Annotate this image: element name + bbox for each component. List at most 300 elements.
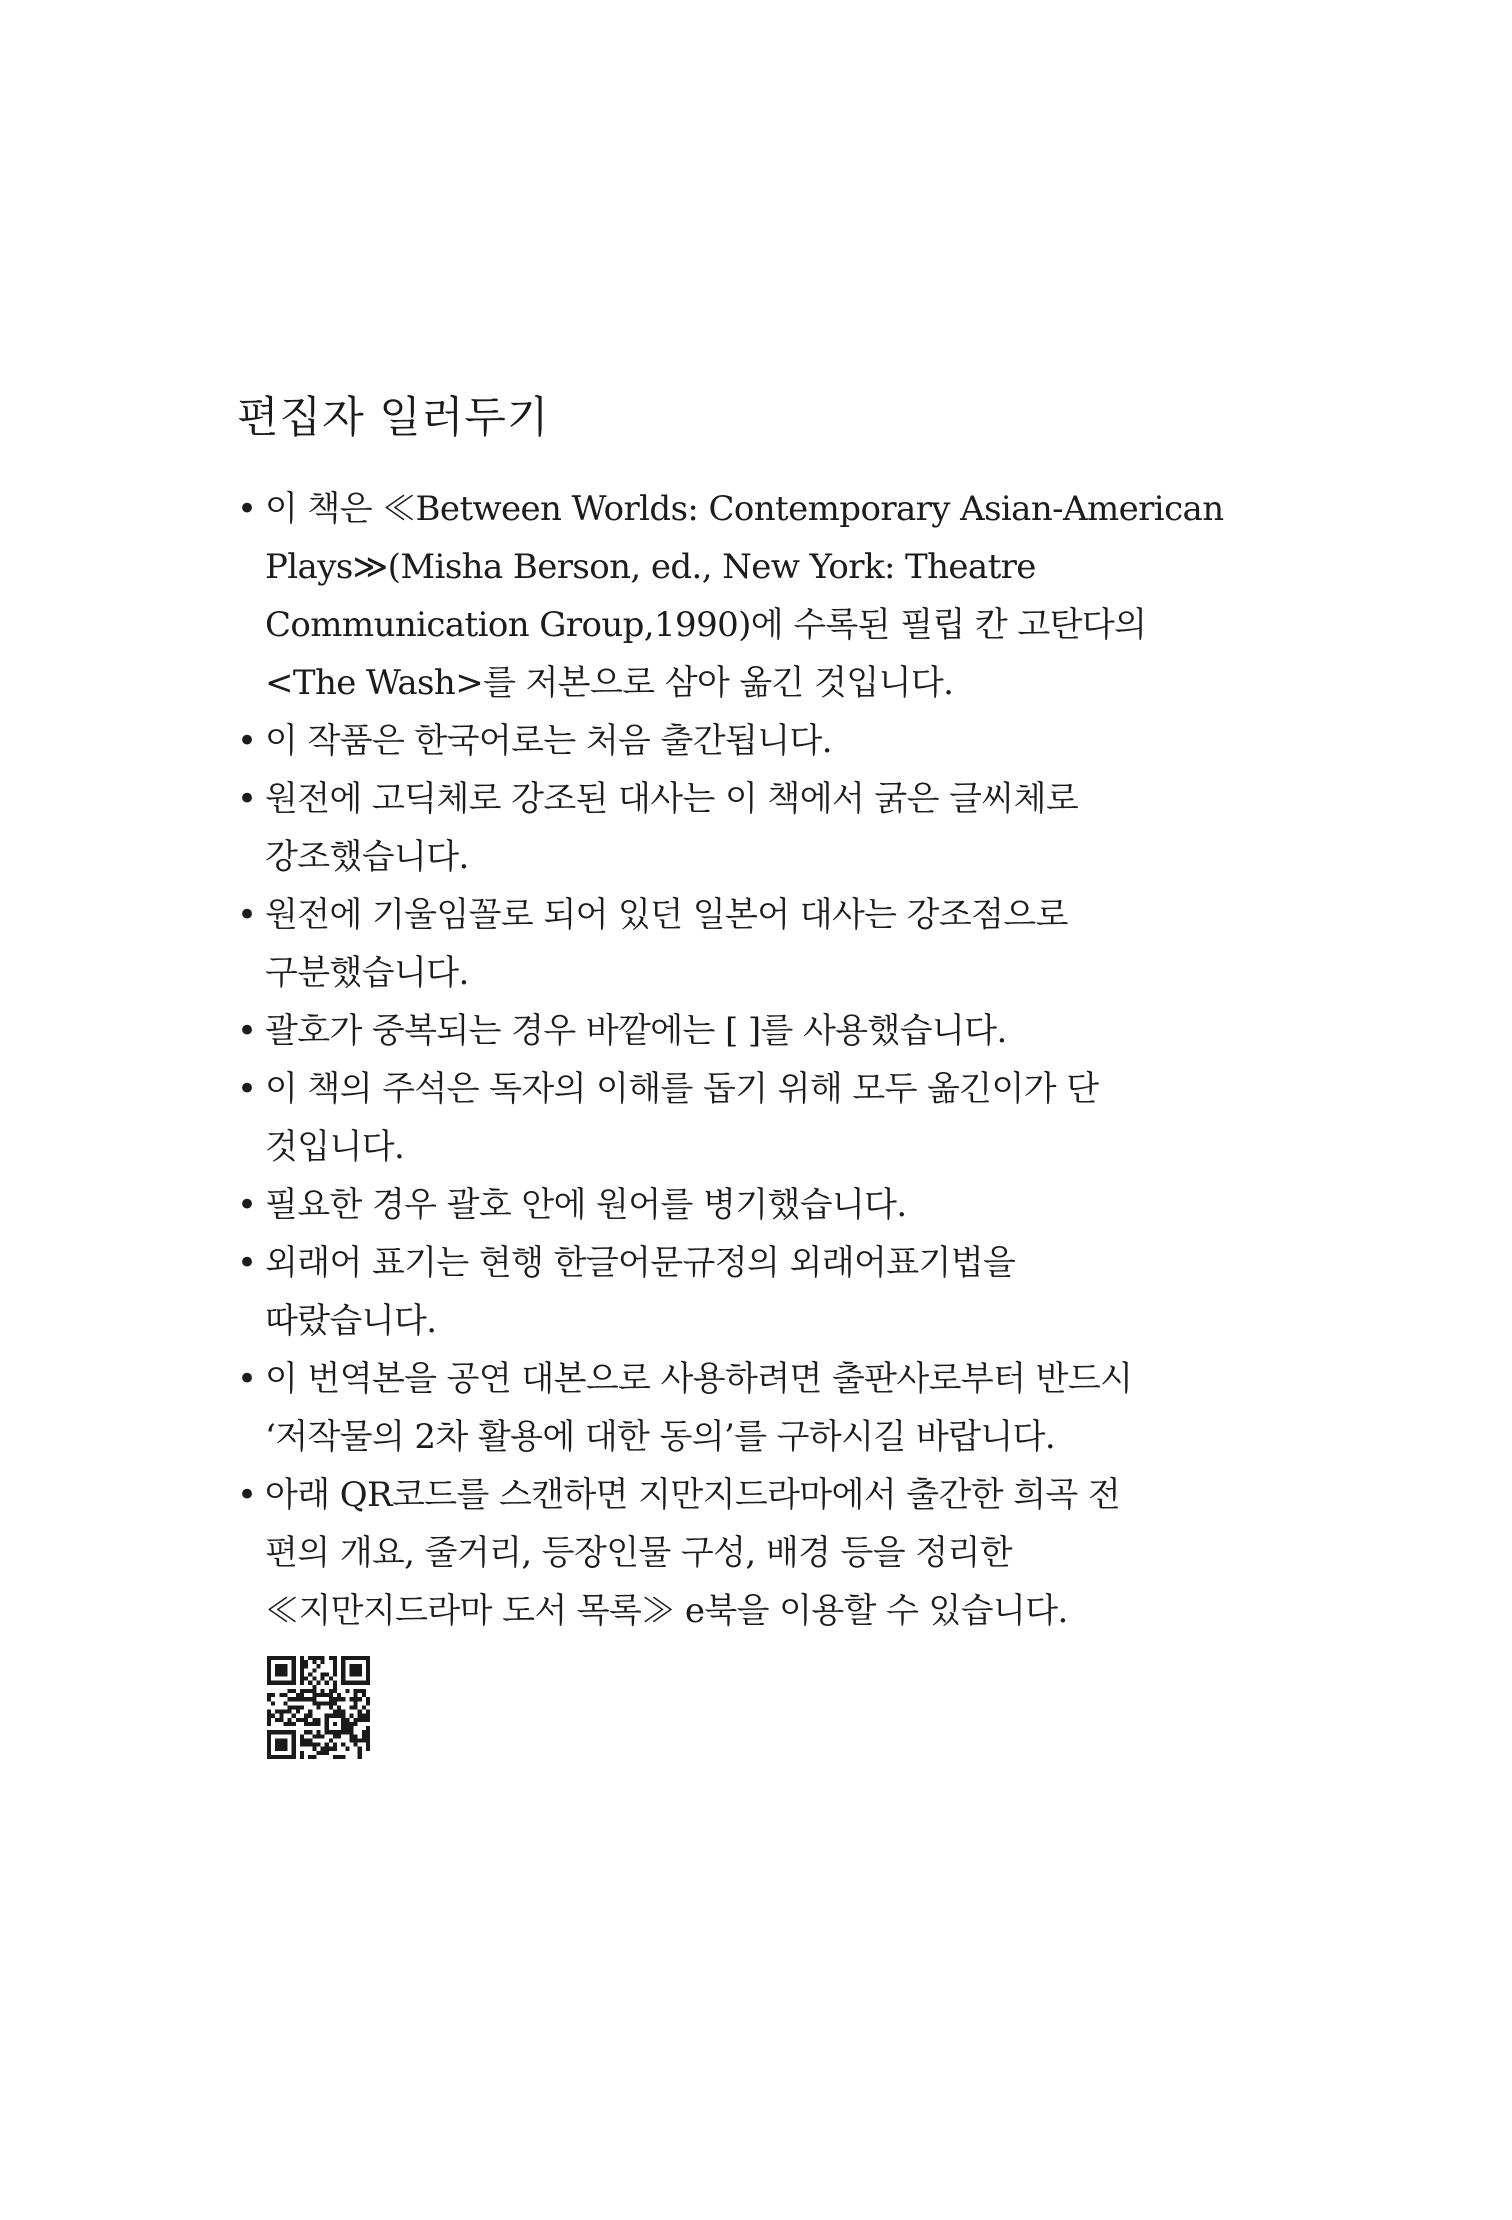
qr-module [333,1685,337,1689]
qr-module [329,1677,333,1681]
note-item [237,1176,1237,1234]
qr-module [341,1730,345,1734]
qr-module [300,1751,304,1755]
qr-module [279,1668,283,1672]
qr-module [275,1718,279,1722]
qr-module [292,1664,296,1668]
qr-module [316,1718,320,1722]
qr-module [267,1672,271,1676]
qr-module [316,1681,320,1685]
qr-module [308,1755,312,1759]
qr-module [267,1693,271,1697]
qr-module [312,1660,316,1664]
qr-module [325,1693,329,1697]
qr-module [337,1693,341,1697]
qr-module [341,1726,345,1730]
qr-module [275,1743,279,1747]
qr-module [329,1747,333,1751]
qr-module [366,1697,370,1701]
qr-module [349,1726,353,1730]
qr-module [312,1743,316,1747]
qr-module [292,1672,296,1676]
qr-module [333,1689,337,1693]
qr-module [275,1664,279,1668]
qr-module [358,1664,362,1668]
qr-module [333,1710,337,1714]
qr-module [366,1743,370,1747]
qr-module [279,1693,283,1697]
qr-module [325,1681,329,1685]
note-line: 괄호가 중복되는 경우 바깥에는 [ ]를 사용했습니다. [265,1011,1007,1051]
qr-module [279,1664,283,1668]
note-line: 강조했습니다. [265,837,469,877]
qr-module [292,1689,296,1693]
qr-module [312,1656,316,1660]
qr-module [267,1747,271,1751]
qr-module [316,1722,320,1726]
qr-module [341,1718,345,1722]
qr-module [275,1710,279,1714]
qr-module [349,1664,353,1668]
qr-module [316,1734,320,1738]
qr-module [275,1738,279,1742]
qr-module [275,1747,279,1751]
qr-module [341,1672,345,1676]
note-line: 원전에 고딕체로 강조된 대사는 이 책에서 굵은 글씨체로 [265,779,1079,819]
qr-module [329,1701,333,1705]
qr-module [288,1681,292,1685]
note-line: ≪지만지드라마 도서 목록≫ e북을 이용할 수 있습니다. [265,1591,1068,1631]
qr-module [279,1656,283,1660]
qr-module [321,1656,325,1660]
qr-module [308,1738,312,1742]
qr-module [337,1730,341,1734]
bullet-icon: • [237,721,257,761]
qr-module [308,1714,312,1718]
qr-module [358,1755,362,1759]
qr-module [279,1738,283,1742]
qr-module [275,1656,279,1660]
qr-module [308,1730,312,1734]
qr-module [333,1697,337,1701]
qr-module [267,1664,271,1668]
qr-module [283,1664,287,1668]
qr-module [358,1697,362,1701]
qr-module [341,1681,345,1685]
qr-module [362,1718,366,1722]
qr-module [292,1755,296,1759]
qr-module [267,1734,271,1738]
qr-module [267,1738,271,1742]
qr-module [292,1668,296,1672]
qr-module [321,1751,325,1755]
qr-module [300,1672,304,1676]
qr-module [288,1705,292,1709]
qr-module [296,1705,300,1709]
qr-module [358,1656,362,1660]
qr-module [341,1656,345,1660]
qr-module [333,1734,337,1738]
qr-module [337,1697,341,1701]
qr-module [312,1747,316,1751]
qr-module [267,1656,271,1660]
qr-module [292,1730,296,1734]
qr-module [316,1664,320,1668]
note-line: 편의 개요, 줄거리, 등장인물 구성, 배경 등을 정리한 [265,1533,1012,1573]
qr-module [267,1751,271,1755]
qr-module [362,1689,366,1693]
qr-module [366,1747,370,1751]
qr-module [341,1710,345,1714]
qr-module [354,1697,358,1701]
note-item [237,712,1237,770]
qr-module [358,1714,362,1718]
qr-module [333,1681,337,1685]
qr-module [267,1668,271,1672]
qr-module [288,1730,292,1734]
qr-module [292,1697,296,1701]
note-line: <The Wash>를 저본으로 삼아 옮긴 것입니다. [265,663,954,703]
note-item [237,480,1237,712]
qr-module [304,1722,308,1726]
qr-module [329,1656,333,1660]
qr-module [279,1730,283,1734]
qr-module [349,1672,353,1676]
qr-module [366,1726,370,1730]
qr-module [275,1755,279,1759]
qr-module [300,1681,304,1685]
qr-module [300,1738,304,1742]
qr-module [333,1701,337,1705]
qr-module [288,1689,292,1693]
qr-module [358,1672,362,1676]
qr-module [316,1751,320,1755]
qr-module [308,1697,312,1701]
qr-module [366,1710,370,1714]
qr-module [337,1755,341,1759]
qr-module [366,1672,370,1676]
qr-module [366,1730,370,1734]
qr-module [308,1743,312,1747]
qr-module [296,1718,300,1722]
qr-module [358,1710,362,1714]
qr-module [358,1751,362,1755]
qr-module [337,1705,341,1709]
qr-module [358,1668,362,1672]
qr-module [312,1668,316,1672]
qr-module [354,1656,358,1660]
qr-module [316,1705,320,1709]
note-line: Plays≫(Misha Berson, ed., New York: Theatre [265,547,1036,587]
note-item [237,1060,1237,1176]
qr-module [288,1656,292,1660]
qr-module [333,1714,337,1718]
qr-module [333,1730,337,1734]
qr-module [325,1751,329,1755]
qr-module [283,1730,287,1734]
qr-module [292,1660,296,1664]
qr-module [345,1656,349,1660]
qr-module [304,1743,308,1747]
qr-module [288,1710,292,1714]
qr-module [300,1668,304,1672]
qr-module [345,1718,349,1722]
qr-module [354,1672,358,1676]
qr-module [341,1743,345,1747]
qr-module [366,1714,370,1718]
qr-module [283,1722,287,1726]
qr-module [312,1697,316,1701]
qr-module [325,1714,329,1718]
qr-module [271,1701,275,1705]
qr-module [300,1734,304,1738]
note-line: 구분했습니다. [265,953,469,993]
qr-module [288,1697,292,1701]
qr-module [341,1697,345,1701]
qr-module [267,1730,271,1734]
qr-module [300,1755,304,1759]
qr-module [366,1701,370,1705]
note-line: 필요한 경우 괄호 안에 원어를 병기했습니다. [265,1185,907,1225]
qr-module [292,1714,296,1718]
qr-module [325,1747,329,1751]
note-line: 이 번역본을 공연 대본으로 사용하려면 출판사로부터 반드시 [265,1359,1133,1399]
qr-module [358,1738,362,1742]
qr-module [354,1738,358,1742]
qr-module [279,1672,283,1676]
note-item [237,1234,1237,1350]
qr-module [349,1738,353,1742]
bullet-icon: • [237,1011,257,1051]
qr-module [267,1755,271,1759]
qr-module [279,1710,283,1714]
qr-module [366,1677,370,1681]
qr-module [366,1734,370,1738]
qr-module [267,1743,271,1747]
qr-module [354,1718,358,1722]
qr-module [312,1755,316,1759]
qr-module [333,1660,337,1664]
note-line: 원전에 기울임꼴로 되어 있던 일본어 대사는 강조점으로 [265,895,1068,935]
qr-module [366,1668,370,1672]
note-line: 이 책은 ≪Between Worlds: Contemporary Asian-American [265,489,1224,529]
qr-code-icon[interactable] [267,1656,370,1759]
qr-module [349,1705,353,1709]
qr-module [321,1689,325,1693]
qr-module [329,1705,333,1709]
qr-module [345,1689,349,1693]
qr-module [349,1668,353,1672]
qr-module [296,1693,300,1697]
qr-module [341,1722,345,1726]
qr-module [321,1701,325,1705]
qr-module [316,1656,320,1660]
qr-module [325,1743,329,1747]
qr-module [329,1693,333,1697]
qr-module [337,1734,341,1738]
qr-module [292,1681,296,1685]
qr-module [325,1718,329,1722]
qr-module [271,1656,275,1660]
qr-module [308,1656,312,1660]
note-line: 외래어 표기는 현행 한글어문규정의 외래어표기법을 [265,1243,1016,1283]
qr-module [358,1747,362,1751]
qr-module [325,1701,329,1705]
qr-module [304,1714,308,1718]
qr-module [325,1726,329,1730]
qr-module [304,1738,308,1742]
qr-module [354,1693,358,1697]
qr-module [308,1681,312,1685]
qr-module [341,1755,345,1759]
qr-module [300,1677,304,1681]
qr-module [279,1681,283,1685]
qr-module [271,1755,275,1759]
qr-module [267,1681,271,1685]
qr-module [300,1656,304,1660]
qr-module [283,1755,287,1759]
qr-module [304,1664,308,1668]
qr-module [362,1681,366,1685]
qr-module [354,1689,358,1693]
qr-module [267,1677,271,1681]
qr-module [333,1755,337,1759]
qr-module [292,1722,296,1726]
qr-module [312,1734,316,1738]
qr-module [366,1718,370,1722]
qr-module [341,1668,345,1672]
qr-module [304,1718,308,1722]
qr-module [362,1693,366,1697]
note-line: 이 작품은 한국어로는 처음 출간됩니다. [265,721,832,761]
qr-module [300,1705,304,1709]
note-item [237,1466,1237,1640]
qr-module [316,1730,320,1734]
qr-module [354,1743,358,1747]
qr-module [312,1685,316,1689]
qr-module [333,1664,337,1668]
qr-module [354,1701,358,1705]
qr-module [271,1730,275,1734]
note-line: ‘저작물의 2차 활용에 대한 동의’를 구하시길 바랍니다. [265,1417,1056,1457]
qr-module [312,1701,316,1705]
qr-module [304,1689,308,1693]
qr-module [308,1722,312,1726]
qr-module [321,1672,325,1676]
note-line: 것입니다. [265,1127,405,1167]
bullet-icon: • [237,1475,257,1515]
qr-module [333,1656,337,1660]
qr-module [271,1693,275,1697]
note-item [237,1350,1237,1466]
qr-module [283,1668,287,1672]
bullet-icon: • [237,1243,257,1283]
qr-module [312,1693,316,1697]
qr-module [349,1730,353,1734]
qr-module [366,1660,370,1664]
qr-module [267,1710,271,1714]
qr-module [275,1730,279,1734]
qr-module [329,1714,333,1718]
qr-module [349,1681,353,1685]
qr-module [366,1681,370,1685]
qr-module [321,1660,325,1664]
qr-module [292,1751,296,1755]
qr-module [292,1734,296,1738]
qr-module [267,1718,271,1722]
qr-module [345,1681,349,1685]
qr-module [345,1730,349,1734]
qr-module [354,1664,358,1668]
bullet-icon: • [237,489,257,529]
qr-module [283,1701,287,1705]
qr-module [279,1755,283,1759]
qr-module [292,1743,296,1747]
qr-module [304,1730,308,1734]
qr-module [267,1714,271,1718]
qr-module [283,1656,287,1660]
qr-module [358,1681,362,1685]
qr-module [283,1672,287,1676]
qr-module [275,1681,279,1685]
qr-module [283,1743,287,1747]
note-line: 아래 QR코드를 스캔하면 지만지드라마에서 출간한 희곡 전 [265,1475,1121,1515]
qr-module [292,1656,296,1660]
qr-module [362,1738,366,1742]
qr-module [366,1656,370,1660]
qr-module [341,1714,345,1718]
qr-module [304,1677,308,1681]
editor-notes-list [237,480,1237,1640]
qr-module [279,1747,283,1751]
qr-module [333,1672,337,1676]
note-line: 따랐습니다. [265,1301,437,1341]
qr-module [329,1738,333,1742]
qr-module [349,1656,353,1660]
qr-module [308,1672,312,1676]
qr-module [362,1734,366,1738]
qr-module [362,1714,366,1718]
qr-module [333,1668,337,1672]
qr-module [283,1681,287,1685]
bullet-icon: • [237,1359,257,1399]
qr-module [279,1714,283,1718]
qr-module [308,1689,312,1693]
qr-module [300,1697,304,1701]
qr-module [275,1672,279,1676]
qr-module [349,1734,353,1738]
qr-module [345,1722,349,1726]
qr-module [329,1697,333,1701]
qr-module [354,1668,358,1672]
qr-module [341,1664,345,1668]
bullet-icon: • [237,895,257,935]
qr-module [354,1734,358,1738]
qr-module [279,1718,283,1722]
qr-module [267,1722,271,1726]
qr-module [312,1689,316,1693]
qr-module [325,1722,329,1726]
qr-module [354,1722,358,1726]
qr-module [349,1697,353,1701]
qr-module [316,1693,320,1697]
qr-module [362,1656,366,1660]
qr-module [283,1738,287,1742]
qr-module [288,1718,292,1722]
qr-module [304,1660,308,1664]
qr-module [279,1743,283,1747]
qr-module [349,1722,353,1726]
